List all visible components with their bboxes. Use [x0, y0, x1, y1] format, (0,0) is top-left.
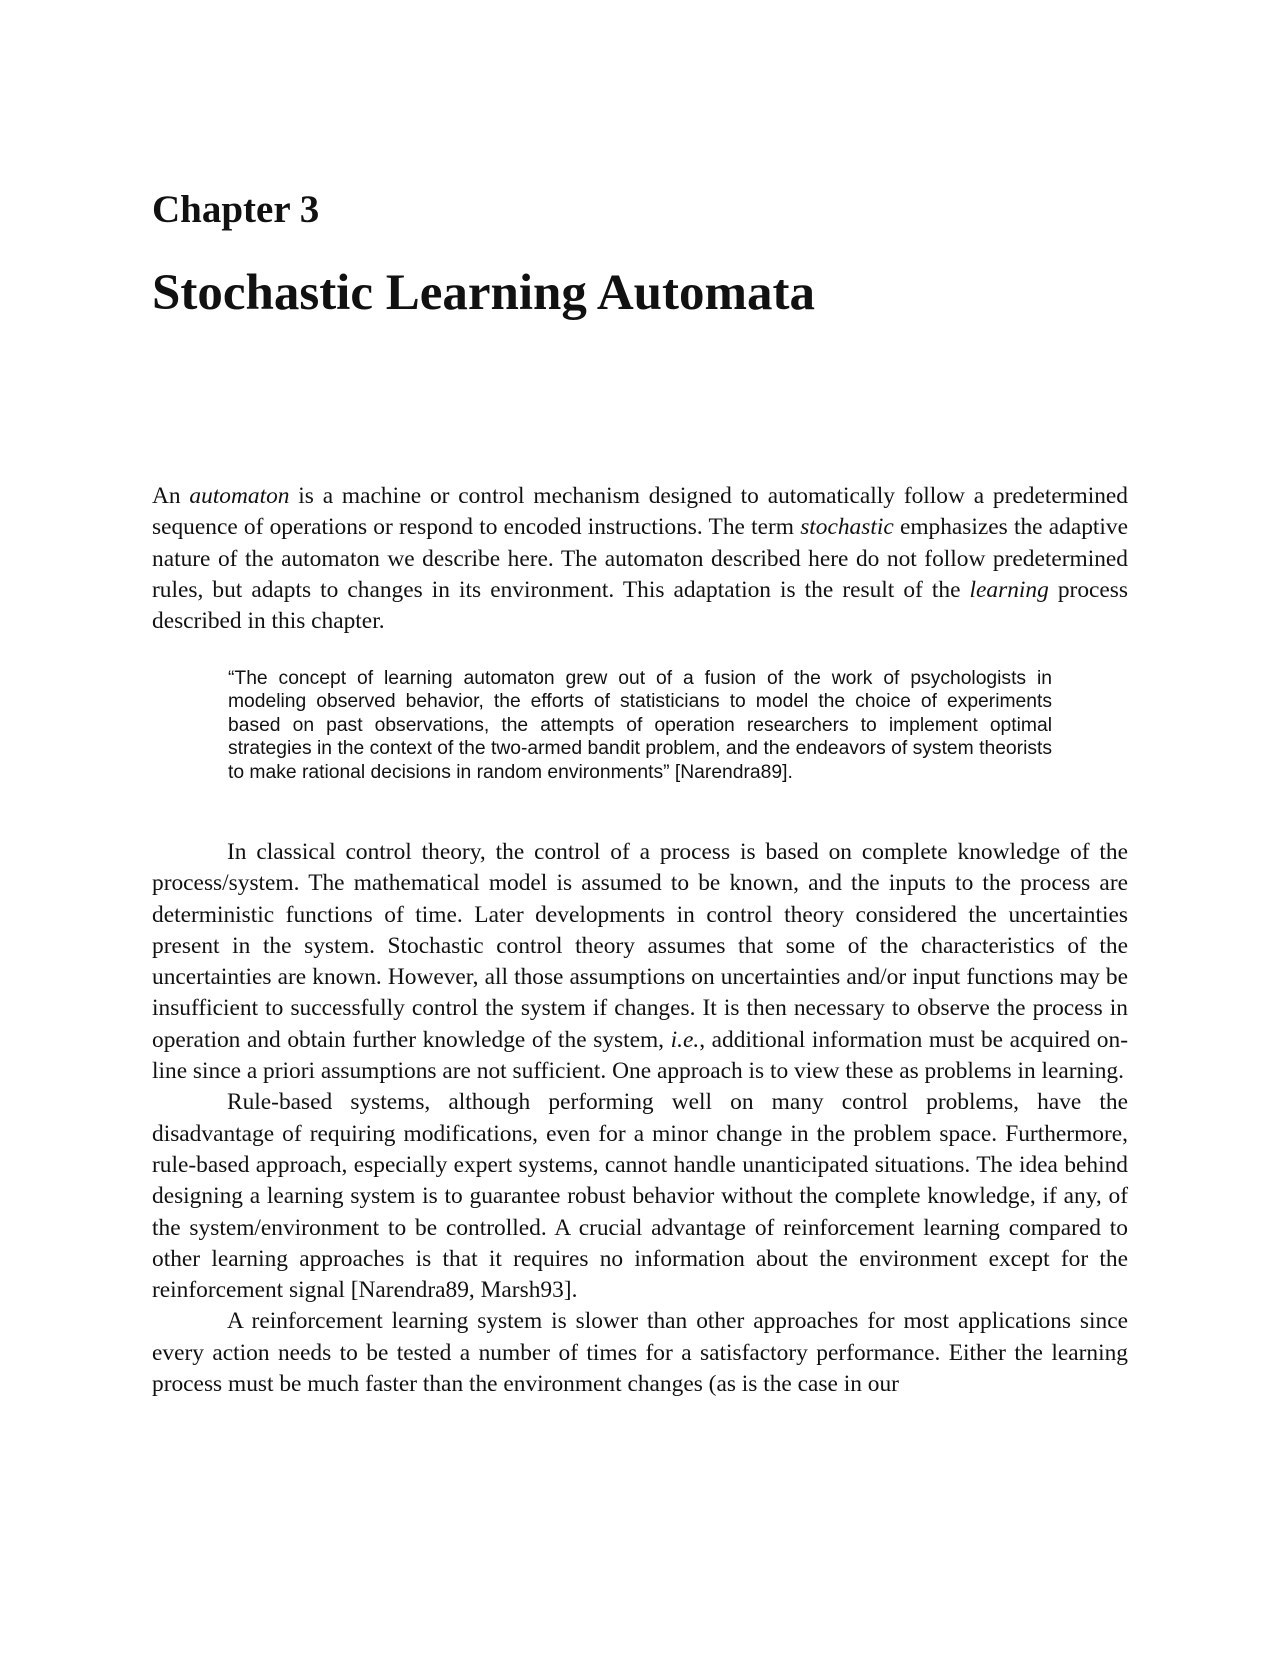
intro-text-1: An: [152, 483, 190, 509]
intro-text-2: is a machine or control mechanism designed to automatically follow a predetermined sequence of operations or respond to encoded instructions. The term: [152, 483, 1129, 541]
term-ie: i.e.: [670, 1026, 700, 1053]
term-learning: learning: [969, 576, 1049, 603]
block-quote: “The concept of learning automaton grew out of a fusion of the work of psychologists in modeling observed behavior, the efforts of statisticians to model the choice of experiments based on past observations, the attempts of operation researchers to implement optimal strategies in the context of the two-armed bandit problem, and the endeavors of system theorists to make rational decisions in random environments” [Narendra89].: [228, 668, 1052, 783]
paragraph-reinforcement: A reinforcement learning system is slower than other approaches for most applications since every action needs to be tested a number of times for a satisfactory performance. Either the learning process must be much faster than the environment changes (as is the case in our: [152, 1308, 1128, 1398]
main-body: [152, 837, 1128, 1400]
chapter-title: Stochastic Learning Automata: [152, 265, 815, 321]
intro-text-4: process described in this chapter.: [152, 576, 1129, 635]
intro-text-3: emphasizes the adaptive nature of the automaton we describe here. The automaton described here do not follow predetermined rules, but adapts to changes in its environment. This adaptation is the result of the: [152, 514, 1128, 603]
paragraph-classical-control: [152, 837, 1128, 1087]
paragraph-text: In classical control theory, the control of a process is based on complete knowledge of the process/system. The mathematical model is assumed to be known, and the inputs to the process are deterministic functions of time. Later developments in control theory considered the uncertainties present in the system. Stochastic control theory assumes that some of the characteristics of the uncertainties are known. However, all those assumptions on uncertainties and/or input functions may be insufficient to successfully control the system if changes. It is then necessary to observe the process in operation and obtain further knowledge of the system,: [152, 839, 1128, 1053]
intro-paragraph: [152, 481, 1128, 637]
term-stochastic: stochastic: [800, 514, 894, 541]
chapter-label: Chapter 3: [152, 188, 320, 231]
paragraph-rule-based: Rule-based systems, although performing well on many control problems, have the disadvantage of requiring modifications, even for a minor change in the problem space. Furthermore, rule-based approach, especially expert systems, cannot handle unanticipated situations. The idea behind designing a learning system is to guarantee robust behavior without the complete knowledge, if any, of the system/environment to be controlled. A crucial advantage of reinforcement learning compared to other learning approaches is that it requires no information about the environment except for the reinforcement signal [Narendra89, Marsh93].: [152, 1089, 1128, 1304]
paragraph-text: , additional information must be acquired on-line since a priori assumptions are not sufficient. One approach is to view these as problems in learning.: [152, 1026, 1128, 1085]
term-automaton: automaton: [189, 483, 290, 509]
